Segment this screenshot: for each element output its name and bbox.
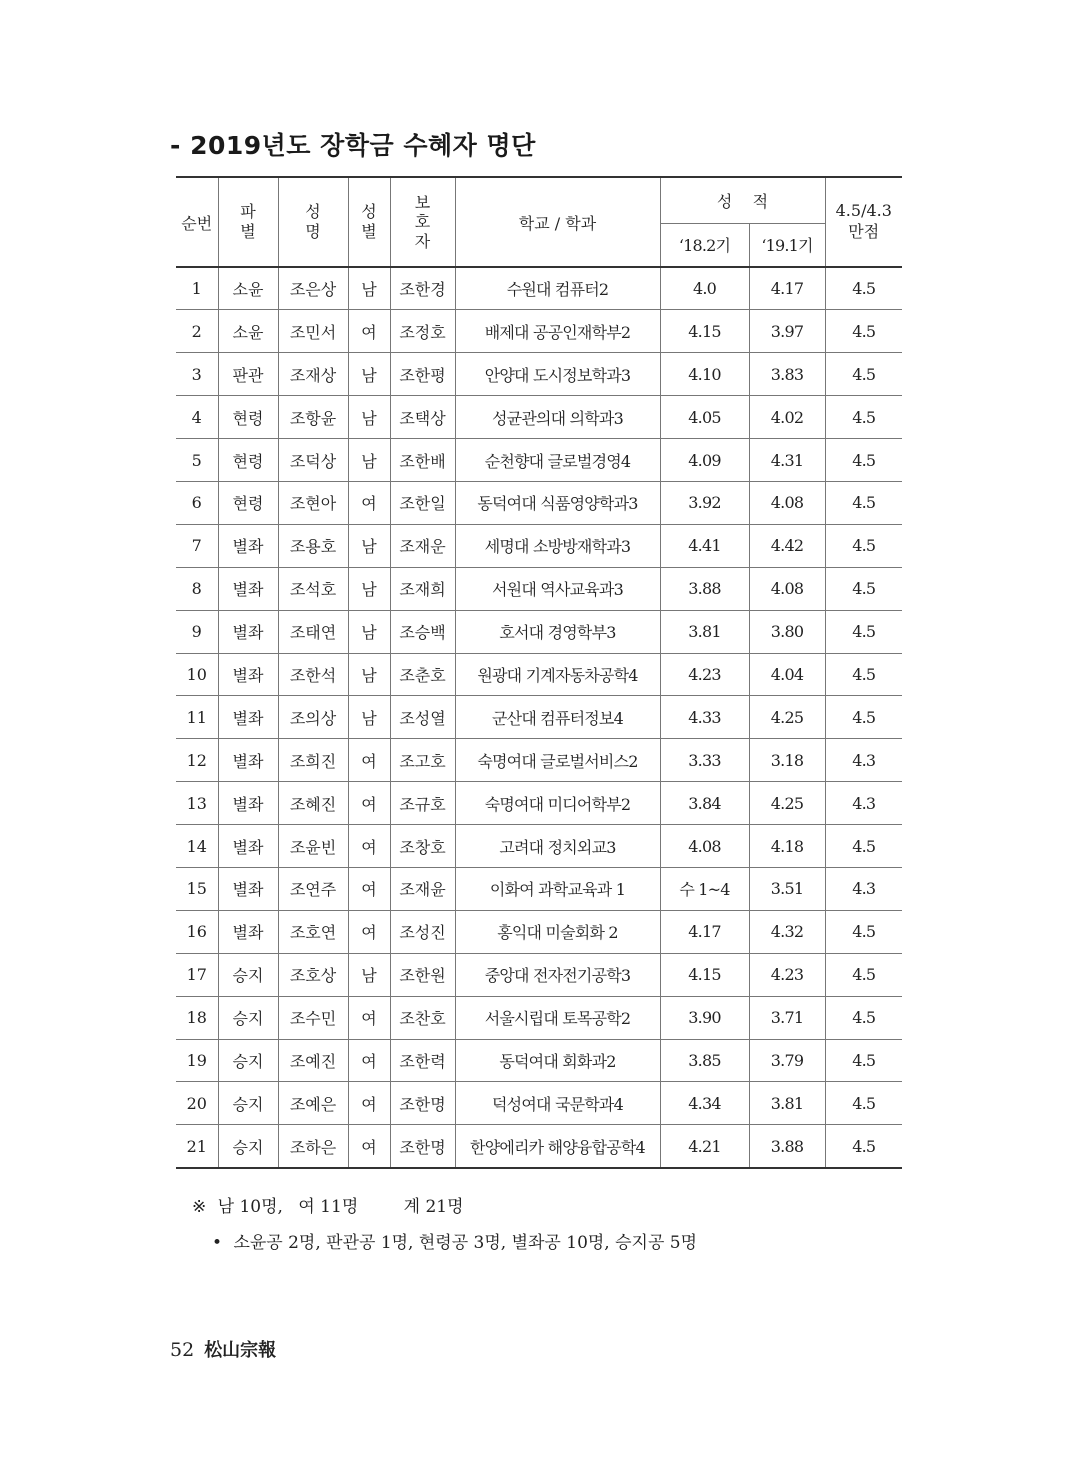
cell-no: 10: [176, 653, 218, 696]
cell-grade-term1: 4.08: [660, 825, 749, 868]
cell-gender: 여: [348, 310, 390, 353]
cell-school: 원광대 기계자동차공학4: [455, 653, 660, 696]
cell-grade-term2: 4.08: [749, 567, 825, 610]
cell-branch: 별좌: [218, 696, 278, 739]
cell-scale: 4.5: [825, 610, 902, 653]
cell-grade-term1: 수 1~4: [660, 867, 749, 910]
cell-no: 15: [176, 867, 218, 910]
cell-scale: 4.3: [825, 782, 902, 825]
cell-grade-term1: 4.10: [660, 353, 749, 396]
cell-grade-term2: 4.31: [749, 439, 825, 482]
cell-grade-term2: 4.17: [749, 267, 825, 310]
cell-branch: 현령: [218, 481, 278, 524]
table-row: [176, 1039, 902, 1082]
cell-branch: 판관: [218, 353, 278, 396]
cell-gender: 여: [348, 1125, 390, 1168]
table-row: [176, 481, 902, 524]
cell-school: 고려대 정치외교3: [455, 825, 660, 868]
table-row: [176, 610, 902, 653]
cell-grade-term1: 3.88: [660, 567, 749, 610]
cell-guardian: 조고호: [390, 739, 455, 782]
header-scale-bottom: 만점: [848, 222, 880, 241]
table-row: [176, 867, 902, 910]
cell-name: 조예진: [278, 1039, 348, 1082]
cell-guardian: 조한평: [390, 353, 455, 396]
cell-name: 조호상: [278, 953, 348, 996]
cell-gender: 남: [348, 567, 390, 610]
cell-scale: 4.5: [825, 1039, 902, 1082]
cell-branch: 별좌: [218, 653, 278, 696]
cell-grade-term1: 4.17: [660, 910, 749, 953]
cell-grade-term2: 3.51: [749, 867, 825, 910]
table-row: [176, 310, 902, 353]
cell-school: 배제대 공공인재학부2: [455, 310, 660, 353]
table-row: [176, 267, 902, 310]
cell-branch: 승지: [218, 996, 278, 1039]
publication-name: 松山宗報: [204, 1340, 277, 1361]
summary-total: 계 21명: [403, 1197, 464, 1217]
cell-school: 한양에리카 해양융합공학4: [455, 1125, 660, 1168]
cell-grade-term2: 4.25: [749, 782, 825, 825]
cell-branch: 별좌: [218, 610, 278, 653]
cell-name: 조혜진: [278, 782, 348, 825]
table-row: [176, 825, 902, 868]
cell-no: 18: [176, 996, 218, 1039]
cell-grade-term1: 3.92: [660, 481, 749, 524]
cell-no: 12: [176, 739, 218, 782]
cell-school: 서원대 역사교육과3: [455, 567, 660, 610]
cell-scale: 4.5: [825, 396, 902, 439]
cell-name: 조재상: [278, 353, 348, 396]
cell-name: 조의상: [278, 696, 348, 739]
cell-guardian: 조춘호: [390, 653, 455, 696]
cell-name: 조민서: [278, 310, 348, 353]
cell-school: 성균관의대 의학과3: [455, 396, 660, 439]
cell-gender: 남: [348, 396, 390, 439]
cell-school: 숙명여대 미디어학부2: [455, 782, 660, 825]
cell-scale: 4.5: [825, 439, 902, 482]
header-scale-top: 4.5/4.3: [835, 201, 892, 221]
table-row: [176, 1082, 902, 1125]
cell-school: 호서대 경영학부3: [455, 610, 660, 653]
table-row: [176, 439, 902, 482]
header-school: 학교 / 학과: [455, 177, 660, 267]
cell-gender: 여: [348, 1039, 390, 1082]
cell-guardian: 조한력: [390, 1039, 455, 1082]
cell-grade-term2: 4.02: [749, 396, 825, 439]
cell-school: 순천향대 글로벌경영4: [455, 439, 660, 482]
cell-scale: 4.5: [825, 481, 902, 524]
cell-grade-term2: 3.80: [749, 610, 825, 653]
cell-gender: 남: [348, 696, 390, 739]
cell-grade-term1: 4.09: [660, 439, 749, 482]
cell-no: 2: [176, 310, 218, 353]
cell-grade-term2: 4.25: [749, 696, 825, 739]
cell-school: 동덕여대 회화과2: [455, 1039, 660, 1082]
table-row: [176, 396, 902, 439]
cell-guardian: 조성열: [390, 696, 455, 739]
cell-guardian: 조창호: [390, 825, 455, 868]
cell-gender: 여: [348, 782, 390, 825]
header-guardian: 보호자: [390, 177, 455, 267]
cell-gender: 남: [348, 610, 390, 653]
page-footer: [170, 1336, 276, 1362]
table-row: [176, 353, 902, 396]
cell-school: 군산대 컴퓨터정보4: [455, 696, 660, 739]
cell-school: 수원대 컴퓨터2: [455, 267, 660, 310]
cell-no: 21: [176, 1125, 218, 1168]
table-row: [176, 782, 902, 825]
cell-grade-term2: 4.18: [749, 825, 825, 868]
cell-name: 조하은: [278, 1125, 348, 1168]
cell-no: 9: [176, 610, 218, 653]
cell-no: 16: [176, 910, 218, 953]
cell-no: 5: [176, 439, 218, 482]
table-row: [176, 524, 902, 567]
cell-gender: 여: [348, 825, 390, 868]
cell-gender: 남: [348, 353, 390, 396]
page-title: - 2019년도 장학금 수혜자 명단: [170, 131, 536, 160]
cell-name: 조수민: [278, 996, 348, 1039]
cell-gender: 남: [348, 267, 390, 310]
cell-scale: 4.5: [825, 524, 902, 567]
cell-gender: 여: [348, 481, 390, 524]
cell-grade-term2: 3.97: [749, 310, 825, 353]
cell-no: 7: [176, 524, 218, 567]
cell-branch: 승지: [218, 1125, 278, 1168]
cell-branch: 별좌: [218, 567, 278, 610]
cell-guardian: 조찬호: [390, 996, 455, 1039]
cell-name: 조항윤: [278, 396, 348, 439]
cell-guardian: 조한배: [390, 439, 455, 482]
bullet-icon: •: [212, 1233, 223, 1253]
header-no: 순번: [176, 177, 218, 267]
cell-scale: 4.3: [825, 867, 902, 910]
cell-name: 조한석: [278, 653, 348, 696]
cell-grade-term2: 4.08: [749, 481, 825, 524]
cell-grade-term2: 3.18: [749, 739, 825, 782]
cell-guardian: 조성진: [390, 910, 455, 953]
cell-no: 13: [176, 782, 218, 825]
cell-name: 조석호: [278, 567, 348, 610]
table-row: [176, 953, 902, 996]
cell-scale: 4.5: [825, 353, 902, 396]
cell-school: 동덕여대 식품영양학과3: [455, 481, 660, 524]
cell-guardian: 조한명: [390, 1082, 455, 1125]
cell-no: 8: [176, 567, 218, 610]
header-branch: 파별: [218, 177, 278, 267]
cell-grade-term1: 3.81: [660, 610, 749, 653]
cell-branch: 현령: [218, 396, 278, 439]
header-term2: ‘19.1기: [749, 223, 825, 267]
cell-scale: 4.5: [825, 1082, 902, 1125]
cell-scale: 4.5: [825, 825, 902, 868]
cell-guardian: 조규호: [390, 782, 455, 825]
header-term1: ‘18.2기: [660, 223, 749, 267]
cell-grade-term1: 4.15: [660, 953, 749, 996]
cell-grade-term2: 3.81: [749, 1082, 825, 1125]
scholarship-table: [176, 176, 902, 1169]
cell-scale: 4.5: [825, 696, 902, 739]
header-grades: 성 적: [660, 177, 825, 223]
cell-branch: 별좌: [218, 739, 278, 782]
cell-grade-term2: 4.32: [749, 910, 825, 953]
cell-guardian: 조재윤: [390, 867, 455, 910]
cell-grade-term1: 4.33: [660, 696, 749, 739]
cell-grade-term1: 4.21: [660, 1125, 749, 1168]
cell-no: 4: [176, 396, 218, 439]
table-row: [176, 1125, 902, 1168]
cell-branch: 별좌: [218, 910, 278, 953]
cell-no: 3: [176, 353, 218, 396]
cell-grade-term1: 4.05: [660, 396, 749, 439]
table-row: [176, 653, 902, 696]
cell-branch: 승지: [218, 953, 278, 996]
cell-no: 19: [176, 1039, 218, 1082]
cell-name: 조윤빈: [278, 825, 348, 868]
cell-grade-term1: 4.0: [660, 267, 749, 310]
cell-no: 14: [176, 825, 218, 868]
cell-guardian: 조한경: [390, 267, 455, 310]
cell-school: 이화여 과학교육과 1: [455, 867, 660, 910]
summary-mark: ※: [192, 1197, 207, 1217]
cell-school: 홍익대 미술회화 2: [455, 910, 660, 953]
cell-scale: 4.5: [825, 910, 902, 953]
table-row: [176, 910, 902, 953]
cell-no: 1: [176, 267, 218, 310]
cell-guardian: 조재희: [390, 567, 455, 610]
cell-school: 안양대 도시정보학과3: [455, 353, 660, 396]
cell-gender: 남: [348, 953, 390, 996]
cell-scale: 4.5: [825, 996, 902, 1039]
cell-guardian: 조정호: [390, 310, 455, 353]
cell-scale: 4.3: [825, 739, 902, 782]
cell-guardian: 조한일: [390, 481, 455, 524]
summary-male: 남 10명,: [217, 1197, 283, 1217]
cell-scale: 4.5: [825, 1125, 902, 1168]
cell-no: 20: [176, 1082, 218, 1125]
cell-school: 세명대 소방방재학과3: [455, 524, 660, 567]
cell-guardian: 조택상: [390, 396, 455, 439]
cell-school: 덕성여대 국문학과4: [455, 1082, 660, 1125]
cell-gender: 여: [348, 867, 390, 910]
cell-gender: 남: [348, 439, 390, 482]
cell-scale: 4.5: [825, 953, 902, 996]
cell-grade-term1: 3.90: [660, 996, 749, 1039]
cell-grade-term1: 3.85: [660, 1039, 749, 1082]
cell-guardian: 조한명: [390, 1125, 455, 1168]
cell-gender: 여: [348, 996, 390, 1039]
summary-female: 여 11명: [298, 1197, 359, 1217]
cell-gender: 여: [348, 1082, 390, 1125]
cell-grade-term2: 3.79: [749, 1039, 825, 1082]
cell-grade-term2: 4.04: [749, 653, 825, 696]
cell-guardian: 조한원: [390, 953, 455, 996]
table-row: [176, 567, 902, 610]
cell-branch: 별좌: [218, 524, 278, 567]
cell-scale: 4.5: [825, 267, 902, 310]
cell-name: 조현아: [278, 481, 348, 524]
header-name: 성명: [278, 177, 348, 267]
cell-name: 조희진: [278, 739, 348, 782]
cell-no: 11: [176, 696, 218, 739]
summary-breakdown: 소윤공 2명, 판관공 1명, 현령공 3명, 별좌공 10명, 승지공 5명: [233, 1233, 698, 1253]
cell-branch: 별좌: [218, 825, 278, 868]
cell-scale: 4.5: [825, 310, 902, 353]
cell-name: 조예은: [278, 1082, 348, 1125]
cell-grade-term1: 3.33: [660, 739, 749, 782]
cell-branch: 승지: [218, 1082, 278, 1125]
cell-name: 조덕상: [278, 439, 348, 482]
cell-branch: 소윤: [218, 267, 278, 310]
cell-grade-term1: 4.34: [660, 1082, 749, 1125]
header-scale: [825, 177, 902, 267]
cell-no: 6: [176, 481, 218, 524]
cell-grade-term1: 4.23: [660, 653, 749, 696]
cell-branch: 승지: [218, 1039, 278, 1082]
cell-name: 조호연: [278, 910, 348, 953]
cell-guardian: 조승백: [390, 610, 455, 653]
header-gender: 성별: [348, 177, 390, 267]
cell-guardian: 조재운: [390, 524, 455, 567]
cell-grade-term1: 4.15: [660, 310, 749, 353]
cell-name: 조태연: [278, 610, 348, 653]
cell-branch: 별좌: [218, 782, 278, 825]
cell-name: 조연주: [278, 867, 348, 910]
cell-grade-term2: 3.88: [749, 1125, 825, 1168]
cell-grade-term1: 4.41: [660, 524, 749, 567]
table-row: [176, 696, 902, 739]
cell-scale: 4.5: [825, 653, 902, 696]
cell-school: 서울시립대 토목공학2: [455, 996, 660, 1039]
cell-name: 조용호: [278, 524, 348, 567]
cell-grade-term2: 4.42: [749, 524, 825, 567]
cell-gender: 남: [348, 653, 390, 696]
cell-scale: 4.5: [825, 567, 902, 610]
cell-grade-term2: 4.23: [749, 953, 825, 996]
summary-breakdown-line: [212, 1228, 697, 1253]
table-row: [176, 739, 902, 782]
summary-counts: [192, 1192, 464, 1217]
cell-branch: 현령: [218, 439, 278, 482]
cell-grade-term1: 3.84: [660, 782, 749, 825]
cell-gender: 여: [348, 910, 390, 953]
cell-branch: 별좌: [218, 867, 278, 910]
cell-no: 17: [176, 953, 218, 996]
cell-school: 숙명여대 글로벌서비스2: [455, 739, 660, 782]
cell-gender: 여: [348, 739, 390, 782]
cell-grade-term2: 3.83: [749, 353, 825, 396]
cell-grade-term2: 3.71: [749, 996, 825, 1039]
page-number: 52: [170, 1339, 195, 1361]
cell-gender: 남: [348, 524, 390, 567]
cell-name: 조은상: [278, 267, 348, 310]
cell-school: 중앙대 전자전기공학3: [455, 953, 660, 996]
cell-branch: 소윤: [218, 310, 278, 353]
table-row: [176, 996, 902, 1039]
